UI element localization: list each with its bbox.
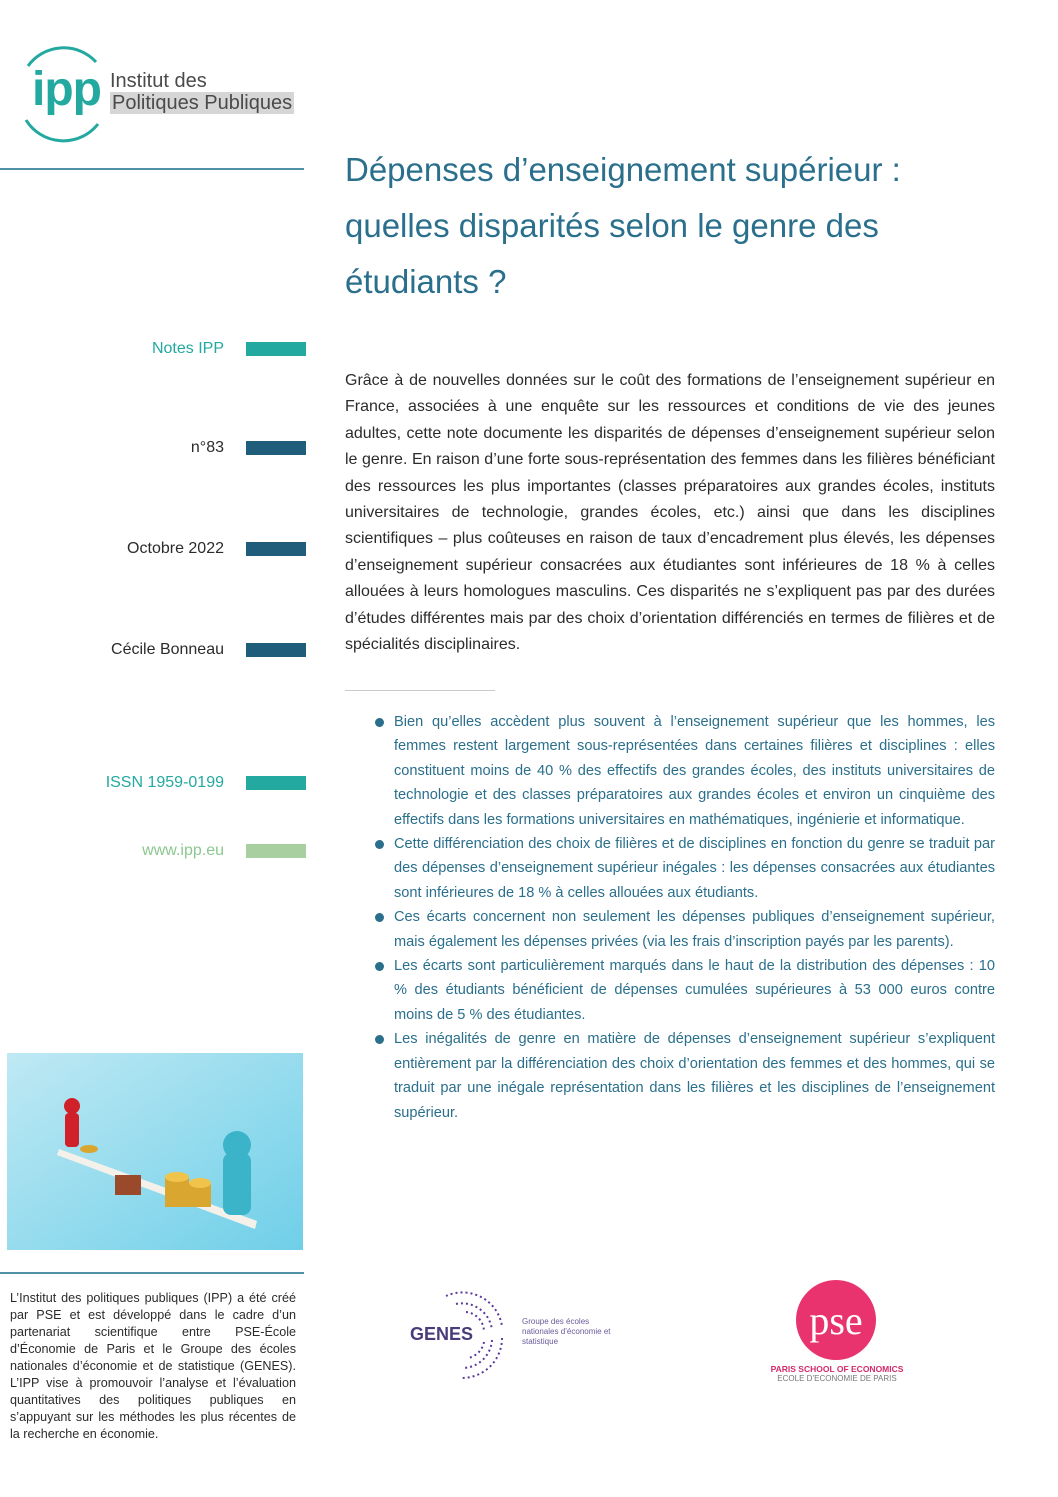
bullet-icon xyxy=(375,840,384,849)
genes-logo xyxy=(406,1286,626,1382)
series-label: Notes IPP xyxy=(151,340,224,357)
key-points-list xyxy=(372,710,995,1125)
key-point-text: Les inégalités de genre en matière de dépenses d’enseignement supérieur s’expliquent entièrement par la différenciation des choix d’orientation des femmes et des hommes, qui se traduit par une inégale représentation dans les filières et les disciplines de l’enseignement supérieur. xyxy=(394,1031,995,1121)
issn-bar xyxy=(246,776,306,790)
author-bar xyxy=(246,643,306,657)
date-bar xyxy=(246,542,306,556)
pse-logo xyxy=(762,1278,912,1388)
issn: ISSN 1959-0199 xyxy=(105,774,224,791)
logo-mark: ipp xyxy=(32,63,101,116)
page-title: Dépenses d’enseignement supérieur : quelles disparités selon le genre des étudiants ? xyxy=(345,151,901,300)
seesaw-illustration-icon xyxy=(7,1053,303,1250)
publication-date: Octobre 2022 xyxy=(127,540,224,557)
key-point-text: Cette différenciation des choix de filières et de disciplines en fonction du genre se traduit par des dépenses d’enseignement supérieur inégales : les dépenses consacrées aux étudiantes sont inférieures de 18 % à celles allouées aux étudiants. xyxy=(394,836,995,901)
abstract: Grâce à de nouvelles données sur le coût des formations de l’enseignement supérieur en France, associées à une enquête sur les ressources et conditions de vie des jeunes adultes, cette note documente les disparités de dépenses d’enseignement supérieur selon le genre. En raison d’une forte sous-représentation des femmes dans les filières bénéficiant des ressources les plus importantes (classes préparatoires aux grandes écoles, instituts universitaires de technologie, grandes écoles, etc.) ainsi que dans les disciplines scientifiques – plus coûteuses en raison de taux d’encadrement plus élevés, les dépenses d’enseignement supérieur consacrées aux étudiantes sont inférieures de 18 % à celles allouées à leurs homologues masculins. Ces disparités ne s’expliquent pas par des durées d’études différentes mais par des choix d’orientation différenciés en termes de filières et de spécialités disciplinaires. xyxy=(345,372,995,654)
pse-name-fr: ECOLE D’ECONOMIE DE PARIS xyxy=(777,1374,897,1383)
website-link[interactable]: www.ipp.eu xyxy=(142,842,224,859)
issue-number: n°83 xyxy=(190,439,224,456)
bullet-icon xyxy=(375,1035,384,1044)
key-point-text: Les écarts sont particulièrement marqués dans le haut de la distribution des dépenses : 10 % des étudiants bénéficient de dépenses cumulées supérieures à 53 000 euros contre moins de 5 % des étudiantes. xyxy=(394,958,995,1023)
pse-name: PARIS SCHOOL OF ECONOMICS xyxy=(770,1364,904,1374)
key-point-text: Bien qu’elles accèdent plus souvent à l’enseignement supérieur que les hommes, les femmes restent largement sous-représentées dans certaines filières et disciplines : elles constituent moins de 40 % des effectifs des grandes écoles, des instituts universitaires de technologie et des classes préparatoires aux grandes écoles et environ un cinquième des effectifs dans les formations universitaires en mathématiques, ingénierie et informatique. xyxy=(394,714,995,828)
logo-line1: Institut des xyxy=(110,70,207,92)
issue-bar xyxy=(246,441,306,455)
bullet-icon xyxy=(375,718,384,727)
footer-divider xyxy=(0,1272,304,1274)
key-point xyxy=(372,832,995,905)
genes-subtitle: Groupe des écoles nationales d’économie et statistique xyxy=(522,1317,611,1346)
series-bar xyxy=(246,342,306,356)
key-point xyxy=(372,954,995,1027)
abstract-divider xyxy=(345,690,495,691)
genes-wordmark: GENES xyxy=(410,1324,474,1344)
about-ipp: L’Institut des politiques publiques (IPP) a été créé par PSE et est développé dans le cadre d’un partenariat scientifique entre PSE-École d’Économie de Paris et le Groupe des écoles nationales d’économie et de statistique (GENES). L’IPP vise à promouvoir l’analyse et l’évaluation quantitatives des politiques publiques en s’appuyant sur les méthodes les plus récentes de la recherche en économie. xyxy=(10,1291,296,1441)
key-point-text: Ces écarts concernent non seulement les dépenses publiques d’enseignement supérieur, mais également les dépenses privées (via les frais d’inscription payés par les parents). xyxy=(394,909,995,950)
pse-mark: pse xyxy=(809,1298,863,1343)
ipp-logo xyxy=(18,42,308,146)
logo-line2: Politiques Publiques xyxy=(112,92,293,114)
cover-illustration xyxy=(7,1053,303,1250)
bullet-icon xyxy=(375,962,384,971)
website-bar xyxy=(246,844,306,858)
key-point xyxy=(372,710,995,832)
bullet-icon xyxy=(375,913,384,922)
key-point xyxy=(372,1027,995,1125)
pse-circle-icon xyxy=(762,1278,912,1364)
header-divider xyxy=(0,168,304,170)
logo-text xyxy=(110,70,294,114)
author: Cécile Bonneau xyxy=(111,641,224,658)
key-point xyxy=(372,905,995,954)
